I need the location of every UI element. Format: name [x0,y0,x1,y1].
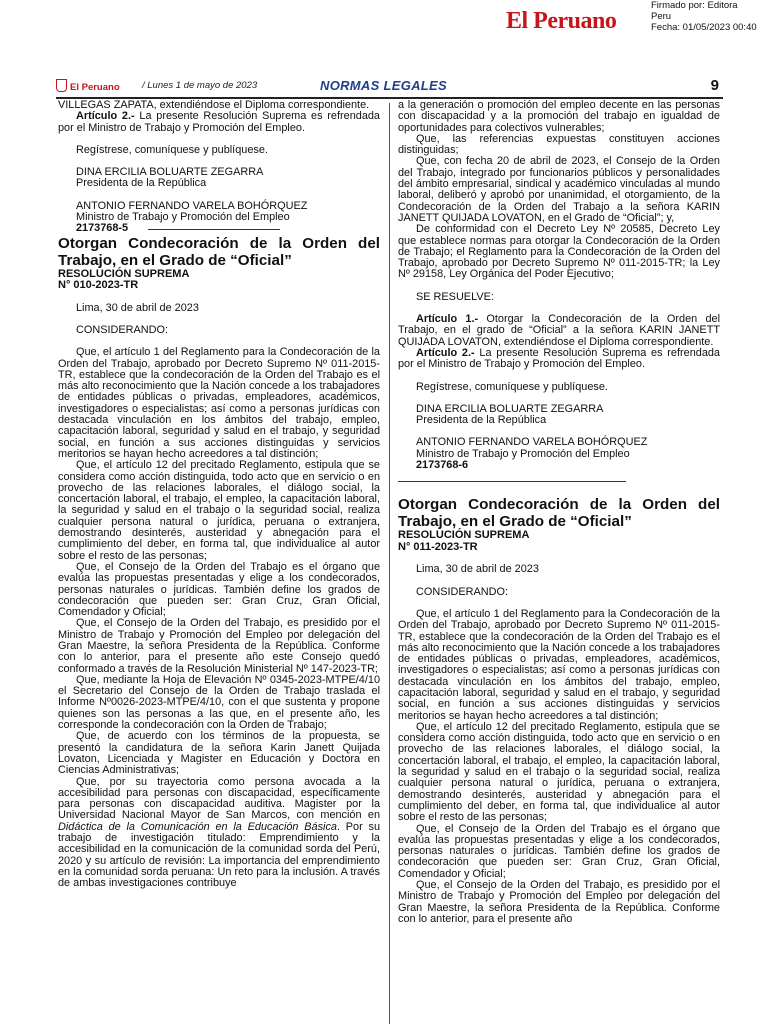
paragraph: Que, mediante la Hoja de Elevación Nº 0345-2023-MTPE/4/10 el Secretario del Consejo de la Orden de Trabajo traslada el Informe Nº0026-2023-MTPE/4/10, con el que sustenta y propone quienes son las personas a las que, en el presente año, les corresponde la condecoración con la Orden de Trabajo; [58,673,380,732]
column-divider [389,103,390,1024]
article-paragraph [398,348,720,371]
page-number: 9 [710,77,719,94]
resolution-date: Lima, 30 de abril de 2023 [416,563,539,576]
signature-line: Firmado por: Editora [651,0,738,11]
header-logo-text: El Peruano [70,82,120,93]
publication-code: 2173768-6 [416,459,469,472]
paragraph: a la generación o promoción del empleo decente en las personas con discapacidad y a la promoción del trabajo en igualdad de oportunidades para colectivos vulnerables; [398,99,720,134]
right-column [398,100,720,925]
resolution-date: Lima, 30 de abril de 2023 [76,301,199,314]
article-label: Artículo 2.- [416,346,475,359]
article-paragraph [58,111,380,134]
paragraph: Que, el artículo 1 del Reglamento para la Condecoración de la Orden del Trabajo, aprobado por Decreto Supremo Nº 011-2015-TR, establece que la condecoración de la Orden del Trabajo es el más alto reconocimiento que la Nación concede a los trabajadores de entidades públicas o privadas, empleadores, académicos, investigadores o especialistas; así como a personas jurídicas con destacada vinculación en los ámbitos del trabajo, empleo, capacitación laboral, seguridad y salud en el trabajo, y seguridad social, en función a sus acciones distinguidas y servicios meritorios se hayan hecho acreedores a tal distinción; [398,607,720,722]
paragraph: Que, el artículo 12 del precitado Reglamento, estipula que se considera como acción distinguida, todo acto que en servicio o en provecho de las relaciones laborales, el diálogo social, la concertación laboral, el trabajo, el empleo, la capacitación laboral, la seguridad y salud en el trabajo o la seguridad social, realiza cualquier persona natural o jurídica, peruana o extranjera, demostrando desinterés, austeridad y abnegación para el cumplimiento del deber, en forma tal, que individualice al autor sobre el resto de las personas; [398,720,720,824]
paragraph: De conformidad con el Decreto Ley Nº 20585, Decreto Ley que establece normas para otorgar la Condecoración de la Orden de Trabajo; el Reglamento para la Condecoración de la Orden del Trabajo, aprobado por Decreto Supremo Nº 011-2015-TR; la Ley Nº 29158, Ley Orgánica del Poder Ejecutivo; [398,223,720,281]
paragraph [58,777,380,890]
publication-code [58,223,380,234]
paragraph-text: . Por su trabajo de investigación titulado: Emprendimiento y la accesibilidad en la comunicación de la comunidad sorda del Perú, 2020 y su artículo de revisión: La importancia del emprendimiento en la comunidad sorda peruana: Un reto para la inclusión. A través de ambas investigaciones contribuye [58,820,380,890]
signatory-title: Presidenta de la República [416,414,547,427]
el-peruano-logo: El Peruano [506,8,617,34]
resolution-title: RESOLUCIÓN SUPREMA [58,267,190,280]
article-text: La presente Resolución Suprema es refrendada por el Ministro de Trabajo y Promoción del Empleo. [398,346,720,371]
paragraph: Que, el Consejo de la Orden del Trabajo es el órgano que evalúa las propuestas presentadas y elige a los condecorados, personas naturales o jurídicas. También define los grados de condecoración que pueden ser: Gran Cruz, Gran Oficial, Comendador y Oficial; [398,822,720,880]
article-label: Artículo 2.- [76,110,135,123]
page-header [56,78,723,96]
left-column [58,100,380,890]
paragraph: Que, con fecha 20 de abril de 2023, el Consejo de la Orden del Trabajo, integrado por funcionarios públicos y personalidades del ámbito empresarial, sindical y académico vinculadas al mundo laboral, deliberó y aprobó por unanimidad, el otorgamiento, de la Condecoración de la Orden del Trabajo a la señora KARIN JANETT QUIJADA LOVATON, en el Grado de “Oficial”; y, [398,155,720,224]
article-text: Otorgar la Condecoración de la Orden del Trabajo, en el grado de “Oficial” a la señora KARIN JANETT QUIJADA LOVATON, extendiéndose el Diploma correspondiente. [398,313,720,348]
paragraph-text: Que, por su trayectoria como persona avocada a la accesibilidad para personas con discapacidad, específicamente para personas con discapacidad auditiva. Magister por la Universidad Nacional Mayor de San Marcos, con mención en [58,775,380,822]
paragraph: Que, el Consejo de la Orden del Trabajo, es presidido por el Ministro de Trabajo y Promoción del Empleo por delegación del Gran Maestre, la señora Presidenta de la República. Conforme con lo anterior, para el presente año este Consejo quedó conformado a través de la Resolución Ministerial Nº 147-2023-TR; [58,617,380,675]
paragraph: Que, de acuerdo con los términos de la propuesta, se presentó la candidatura de la señora Karin Janett Quijada Lovaton, Licenciada y Magister en Educación y Doctora en Ciencias Administrativas; [58,730,380,777]
signatory-name: ANTONIO FERNANDO VARELA BOHÓRQUEZ [76,199,308,212]
publication-code-text: 2173768-5 [76,222,129,235]
signatory-name: DINA ERCILIA BOLUARTE ZEGARRA [416,402,604,415]
paragraph: Que, el artículo 1 del Reglamento para la Condecoración de la Orden del Trabajo, aprobado por Decreto Supremo Nº 011-2015-TR, establece que la condecoración de la Orden del Trabajo es el más alto reconocimiento que la Nación concede a los trabajadores de entidades públicas o privadas, empleadores, académicos, investigadores o especialistas; así como a personas jurídicas con destacada vinculación en los ámbitos del trabajo, empleo, capacitación laboral, seguridad y salud en el trabajo, y seguridad social, en función a sus acciones distinguidas y servicios meritorios se hayan hecho acreedores a tal distinción; [58,346,380,460]
closing-formula: Regístrese, comuníquese y publíquese. [416,380,608,393]
closing-formula: Regístrese, comuníquese y publíquese. [76,143,268,156]
header-logo [56,79,120,93]
se-resuelve-label: SE RESUELVE: [416,290,494,303]
signatory-title: Ministro de Trabajo y Promoción del Empleo [76,211,290,224]
signature-line: Peru [651,11,672,22]
resolution-title: RESOLUCIÓN SUPREMA [398,529,530,542]
signatory-title: Ministro de Trabajo y Promoción del Empleo [416,447,630,460]
italic-title: Didáctica de la Comunicación en la Educación Básica [58,820,337,833]
article-label: Artículo 1.- [416,313,479,326]
resolution-number: N° 010-2023-TR [58,279,139,292]
article-headline: Otorgan Condecoración de la Orden del Trabajo, en el Grado de “Oficial” [398,496,720,531]
article-headline: Otorgan Condecoración de la Orden del Trabajo, en el Grado de “Oficial” [58,234,380,269]
signature-line: Fecha: 01/05/2023 00:40 [651,22,757,33]
signatory-name: DINA ERCILIA BOLUARTE ZEGARRA [76,166,264,179]
section-title: NORMAS LEGALES [320,78,447,93]
considerando-label: CONSIDERANDO: [416,585,508,598]
separator-line [148,229,280,230]
signatory-title: Presidenta de la República [76,177,207,190]
separator-line [398,481,626,482]
crest-icon [56,79,67,92]
article-paragraph [398,314,720,348]
paragraph: Que, el artículo 12 del precitado Reglamento, estipula que se considera como acción distinguida, todo acto que en servicio o en provecho de las relaciones laborales, el diálogo social, la concertación laboral, el trabajo, el empleo, la capacitación laboral, la seguridad y salud en el trabajo o la seguridad social, realiza cualquier persona natural o jurídica, peruana o extranjera, demostrando desinterés, austeridad y abnegación para el cumplimiento del deber, en forma tal, que individualice al autor sobre el resto de las personas; [58,459,380,562]
article-text: La presente Resolución Suprema es refrendada por el Ministro de Trabajo y Promoción del Empleo. [58,110,380,134]
paragraph: Que, las referencias expuestas constituyen acciones distinguidas; [398,132,720,157]
header-date: / Lunes 1 de mayo de 2023 [142,80,258,91]
paragraph: Que, el Consejo de la Orden del Trabajo, es presidido por el Ministro de Trabajo y Promoción del Empleo por delegación del Gran Maestre, la señora Presidenta de la República. Conforme con lo anterior, para el presente año [398,879,720,925]
considerando-label: CONSIDERANDO: [76,323,168,336]
paragraph: Que, el Consejo de la Orden del Trabajo es el órgano que evalúa las propuestas presentadas y elige a los condecorados, personas naturales o jurídicas. También define los grados de condecoración que pueden ser: Gran Cruz, Gran Oficial, Comendador y Oficial; [58,560,380,619]
digital-signature-block [651,0,757,33]
resolution-number: N° 011-2023-TR [398,540,478,553]
signatory-name: ANTONIO FERNANDO VARELA BOHÓRQUEZ [416,436,648,449]
paragraph: VILLEGAS ZAPATA, extendiéndose el Diploma correspondiente. [58,99,370,111]
